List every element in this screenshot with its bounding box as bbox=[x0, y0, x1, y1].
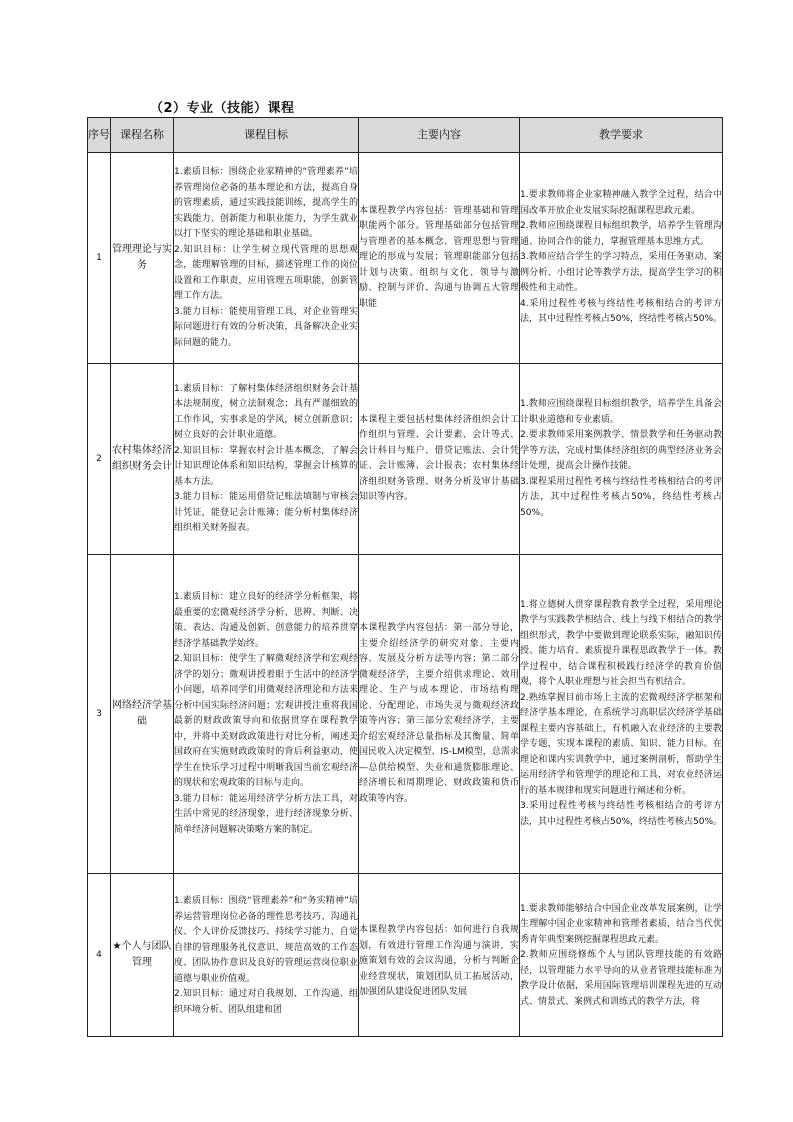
row-requirements bbox=[520, 153, 723, 364]
goal-item: 3.能力目标：能运用借贷记账法填制与审核会计凭证，能登记会计账簿；能分析村集体经济组织相关财务报表。 bbox=[174, 492, 358, 533]
header-teaching-requirement: 教学要求 bbox=[520, 118, 723, 153]
table-header-row bbox=[88, 118, 723, 153]
goal-item: 1.素质目标：建立良好的经济学分析框架，将最重要的宏微观经济学分析、思辨、判断、决策、表达、沟通及创新、创意能力的培养贯穿经济学基础教学始终。 bbox=[174, 592, 358, 649]
row-content: 本课程教学内容包括：第一部分导论，主要介绍经济学的研究对象、主要内容、发展及分析方法等内容；第二部分微观经济学，主要介绍供求理论、效用理论、生产与成本理论、市场结构理论、分配理论、市场失灵与微观经济政策等内容；第三部分宏观经济学，主要介绍宏观经济总量指标及其衡量、简单国民收入决定模型、IS-LM模型，总需求—总供给模型、失业和通货膨胀理论、经济增长和周期理论、财政政策和货币政策等内容。 bbox=[359, 555, 520, 874]
section-title: （2）专业（技能）课程 bbox=[150, 101, 295, 116]
header-course-goal: 课程目标 bbox=[174, 118, 359, 153]
row-course-name: 管理理论与实务 bbox=[111, 153, 174, 364]
table-row bbox=[88, 874, 723, 1037]
header-course-name: 课程名称 bbox=[111, 118, 174, 153]
row-content: 本课程教学内容包括：如何进行自我规划，有效进行管理工作沟通与演讲，实施策划有效的会议沟通，分析与判断企业经营现状，策划团队员工拓展活动，加强团队建设促进团队发展 bbox=[359, 874, 520, 1037]
row-content: 本课程教学内容包括：管理基础和管理职能两个部分。管理基础部分包括管理与管理者的基本概念、管理思想与管理理论的形成与发展；管理职能部分包括计划与决策、组织与文化、领导与激励、控制与评价、沟通与协调五大管理职能 bbox=[359, 153, 520, 364]
requirement-item: 1.要求教师将企业家精神融入教学全过程，结合中国改革开放企业发展实际挖掘课程思政元素。 bbox=[520, 190, 722, 216]
goal-item: 1.素质目标：围绕企业家精神的“管理素养”培养管理岗位必备的基本理论和方法，提高自身的管理素质，通过实践技能训练，提高学生的实践能力、创新能力和职业能力，为学生就业以打下坚实的理论基础和职业基础。 bbox=[174, 167, 358, 239]
requirement-item: 3.教师应结合学生的学习特点，采用任务驱动、案例分析、小组讨论等教学方法，提高学生学习的积极性和主动性。 bbox=[520, 252, 722, 294]
row-goals bbox=[174, 153, 359, 364]
row-goals bbox=[174, 874, 359, 1037]
table-row bbox=[88, 364, 723, 555]
goal-item: 2.知识目标：通过对自我规划、工作沟通、组织环境分析、团队组建和团 bbox=[174, 989, 358, 1015]
requirement-item: 1.教师应围绕课程目标组织教学，培养学生具备会计职业道德和专业素质。 bbox=[520, 399, 722, 425]
table-row bbox=[88, 555, 723, 874]
requirement-item: 2.教师应围绕修炼个人与团队管理技能的有效路径，以管理能力水平导向的从业者管理技能标准为教学设计依据，采用国际管理培训课程先进的互动式、情景式、案例式和训练式的教学方法，将 bbox=[520, 950, 722, 1007]
row-seq: 3 bbox=[88, 555, 111, 874]
row-content: 本课程主要包括村集体经济组织会计工作组织与管理、会计要素、会计等式、会计科目与账户、借贷记账法、会计凭证、会计账簿、会计报表；农村集体经济组织财务管理、财务分析及审计基础知识等内容。 bbox=[359, 364, 520, 555]
row-seq: 2 bbox=[88, 364, 111, 555]
row-requirements bbox=[520, 364, 723, 555]
table-row bbox=[88, 153, 723, 364]
requirement-item: 3.课程采用过程性考核与终结性考核相结合的考评方法，其中过程性考核占50%，终结性考核占50%。 bbox=[520, 476, 722, 518]
row-goals bbox=[174, 364, 359, 555]
row-course-name: 农村集体经济组织财务会计 bbox=[111, 364, 174, 555]
header-main-content: 主要内容 bbox=[359, 118, 520, 153]
row-seq: 4 bbox=[88, 874, 111, 1037]
row-course-name: 网络经济学基础 bbox=[111, 555, 174, 874]
row-requirements bbox=[520, 874, 723, 1037]
goal-item: 2.知识目标：让学生树立现代管理的思想观念，能理解管理的目标，描述管理工作的岗位设置和工作职责，应用管理五项职能，创新管理工作方法。 bbox=[174, 244, 358, 301]
row-seq: 1 bbox=[88, 153, 111, 364]
requirement-item: 1.要求教师能够结合中国企业改革发展案例，让学生理解中国企业家精神和管理者素质，结合当代优秀青年典型案例挖掘课程思政元素。 bbox=[520, 903, 722, 945]
course-table bbox=[87, 117, 723, 1037]
goal-item: 1.素质目标：围绕“管理素养”和“务实精神”培养运营管理岗位必备的理性思考技巧、沟通礼仪、个人评价反馈技巧、持续学习能力、自觉自律的管理服务礼仪意识、规范高效的工作态度、团队协作意识及良好的管理运营岗位职业道德与职业价值观。 bbox=[174, 896, 358, 984]
goal-item: 3.能力目标：能运用经济学分析方法工具，对生活中常见的经济现象，进行经济现象分析、简单经济问题解决策略方案的制定。 bbox=[174, 793, 358, 835]
requirement-item: 2.教师应围绕课程目标组织教学，培养学生管理沟通、协同合作的能力，掌握管理基本思维方式。 bbox=[520, 221, 722, 247]
goal-item: 2.知识目标：使学生了解微观经济学和宏观经济学的划分；微观讲授着眼于生活中的经济学小问题，培养同学们用微观经济理论和方法来分析中国实际经济问题；宏观讲授注重将我国最新的财政政策导向和依据贯穿在课程教学中，并将中美财政政策进行对比分析，阐述美国政府在实施财政政策时的背后利益驱动，使学生在快乐学习过程中明晰我国当前宏观经济的现状和宏观政策的目标与走向。 bbox=[174, 654, 358, 788]
requirement-item: 4.采用过程性考核与终结性考核相结合的考评方法，其中过程性考核占50%，终结性考核占50%。 bbox=[520, 298, 723, 325]
requirement-item: 3.采用过程性考核与终结性考核相结合的考评方法，其中过程性考核占50%，终结性考核占50%。 bbox=[520, 801, 723, 827]
requirement-item: 2.要求教师采用案例教学、情景教学和任务驱动教学等方法，完成村集体经济组织的典型经济业务会计处理，提高会计操作技能。 bbox=[520, 430, 722, 471]
row-requirements bbox=[520, 555, 723, 874]
row-course-name: ★个人与团队管理 bbox=[111, 874, 174, 1037]
header-seq: 序号 bbox=[88, 118, 111, 153]
requirement-item: 1.将立德树人贯穿课程教育教学全过程，采用理论教学与实践教学相结合、线上与线下相结合的教学组织形式，教学中要做到理论联系实际，融知识传授、能力培育、素质提升课程思政教学于一体。教学过程中，结合课程积极践行经济学的教育价值观，将个人职业理想与社会担当有机结合。 bbox=[520, 599, 722, 688]
requirement-item: 2.熟练掌握目前市场上主流的宏微观经济学框架和经济学基本理论，在系统学习高职层次经济学基础课程主要内容基础上，有机融入农业经济的主要教学专题，实现本课程的素质、知识、能力目标。在理论和课内实训教学中，通过案例剖析，帮助学生运用经济学和管理学的理论和工具，对农业经济运行的基本规律和现实问题进行阐述和分析。 bbox=[520, 692, 722, 796]
goal-item: 3.能力目标：能使用管理工具，对企业管理实际问题进行有效的分析决策，具备解决企业实际问题的能力。 bbox=[174, 306, 358, 348]
row-goals bbox=[174, 555, 359, 874]
goal-item: 2.知识目标：掌握农村会计基本概念，了解会计知识理论体系和知识结构，掌握会计核算的基本方法。 bbox=[174, 445, 358, 487]
goal-item: 1.素质目标：了解村集体经济组织财务会计基本法规制度，树立法制观念；具有严谨细致的工作作风，实事求是的学风，树立创新意识；树立良好的会计职业道德。 bbox=[174, 383, 358, 440]
